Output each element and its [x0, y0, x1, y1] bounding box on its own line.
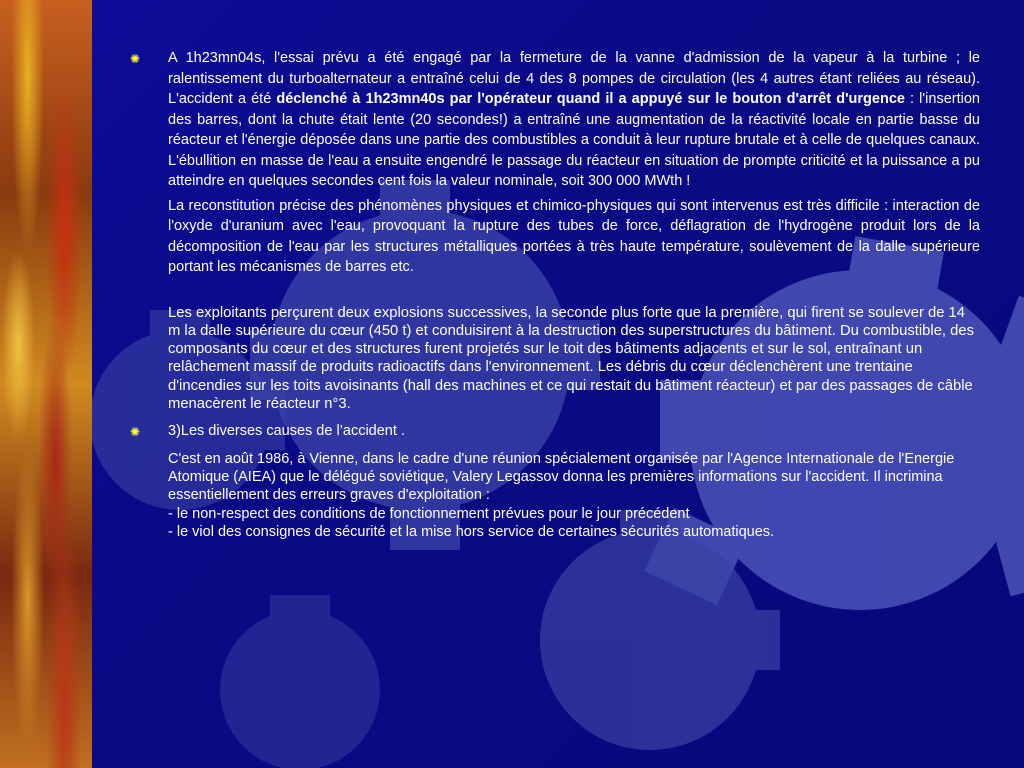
paragraph-3-block	[124, 304, 980, 414]
paragraph-4: C'est en août 1986, à Vienne, dans le cadre d'une réunion spécialement organisée par l'Agence Internationale de l'Energie Atomique (AIEA) que le délégué soviétique, Valery Legassov donna les premières informations sur l'accident. Il incrimina essentiellement des erreurs graves d'exploitation :	[168, 450, 955, 504]
paragraph-3: Les exploitants perçurent deux explosions successives, la seconde plus forte que la première, qui firent se soulever de 14 m la dalle supérieure du cœur (450 t) et conduisirent à la destruction des superstructures du bâtiment. Du combustible, des composants du cœur et des structures furent projetés sur le toit des bâtiments adjacents et sur le sol, entraînant un relâchement massif de produits radioactifs dans l'environnement. Les débris du cœur déclenchèrent une trentaine d'incendies sur les toits avoisinants (hall des machines et ce qui restait du bâtiment réacteur) et par des passages de câble menacèrent le réacteur n°3.	[168, 304, 975, 412]
sunburst-bullet-icon: ✺	[130, 52, 141, 66]
paragraph-2: La reconstitution précise des phénomènes physiques et chimico-physiques qui sont intervenus est très difficile : interaction de l'oxyde d'uranium avec l'eau, provoquant la rupture des tubes de force, déflagration de l'hydrogène produit lors de la décomposition de l'eau par les structures métalliques portées à très haute température, soulèvement de la dalle supérieure portant les mécanismes de barres etc.	[168, 197, 980, 275]
paragraph-4-block	[124, 450, 980, 541]
paragraph-1-bold: déclenché à 1h23mn40s par l'opérateur quand il a appuyé sur le bouton d'arrêt d'urgence	[276, 91, 905, 107]
paragraph-1-part1: A 1h23mn04s, l'essai prévu a été engagé par la fermeture de la vanne d'admission de la vapeur à la turbine ; le ralentissement du turboalternateur a entraîné celui de 4 des 8 pompes de circulation (les 4 autres étant reliées au réseau). L'accident a été	[168, 50, 980, 107]
gear-icon	[220, 595, 380, 768]
list-item: - le viol des consignes de sécurité et la mise hors service de certaines sécurités automatiques.	[168, 523, 775, 540]
list-item: - le non-respect des conditions de fonctionnement prévues pour le jour précédent	[168, 505, 690, 522]
bullet-item-1	[124, 48, 980, 192]
slide-content	[124, 48, 980, 541]
paragraph-1	[168, 48, 980, 192]
paragraph-2-block	[124, 196, 980, 278]
sunburst-bullet-icon: ✺	[130, 425, 141, 440]
bullet-2-heading: 3)Les diverses causes de l’accident .	[168, 423, 405, 440]
paragraph-1-part2: : l'insertion des barres, dont la chute était lente (20 secondes!) a entraîné une augmentation de la réactivité locale en partie basse du réacteur et l'énergie déposée dans une partie des combustibles a conduit à leur rupture brutale et à celle de quelques canaux. L'ébullition en masse de l'eau a ensuite engendré le passage du réacteur en situation de prompte criticité et la puissance a pu atteindre en quelques secondes cent fois la valeur nominale, soit 300 000 MWth !	[168, 91, 980, 189]
bullet-item-2	[124, 421, 980, 442]
left-decorative-strip	[0, 0, 92, 768]
